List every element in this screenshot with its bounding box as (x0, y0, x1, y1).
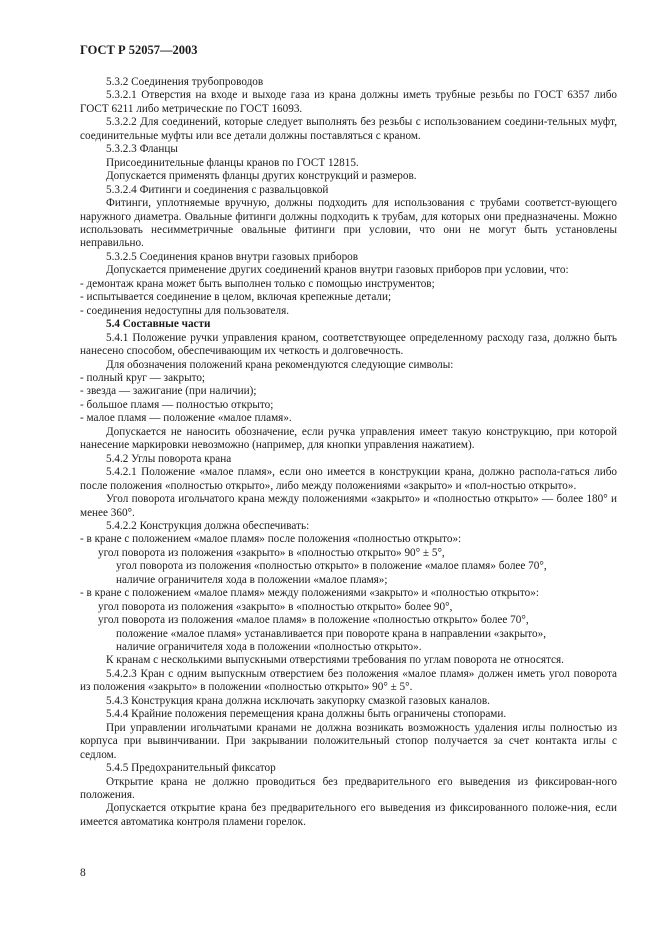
paragraph: 5.3.2 Соединения трубопроводов (106, 76, 264, 88)
paragraph: 5.3.2.5 Соединения кранов внутри газовых приборов (106, 250, 359, 263)
paragraph: 5.4.2 Углы поворота крана (106, 452, 232, 465)
paragraph: угол поворота из положения «малое пламя» в положение «полностью открыто» более 70°, (98, 614, 529, 627)
paragraph: Допускается не наносить обозначение, если ручка управления имеет такую конструкцию, при которой нанесение маркировки невозможно (например, для кнопки управления нажатием). (80, 425, 617, 452)
paragraph: 5.4.3 Конструкция крана должна исключать закупорку смазкой газовых каналов. (106, 694, 490, 707)
paragraph: наличие ограничителя хода в положении «полностью открыто». (116, 641, 422, 654)
paragraph: 5.3.2.3 Фланцы (106, 143, 178, 156)
paragraph: 5.4.4 Крайние положения перемещения крана должны быть ограничены стопорами. (106, 708, 507, 721)
paragraph: 5.4.1 Положение ручки управления краном, соответствующее определенному расходу газа, должно быть нанесено способом, обеспечивающим их четкость и долговечность. (80, 331, 617, 358)
paragraph: угол поворота из положения «закрыто» в «полностью открыто» более 90°, (98, 600, 453, 613)
paragraph: Присоединительные фланцы кранов по ГОСТ 12815. (106, 156, 359, 169)
paragraph: Допускается применение других соединений кранов внутри газовых приборов при условии, что: (106, 264, 569, 277)
paragraph: - полный круг — закрыто; (80, 371, 206, 384)
paragraph: наличие ограничителя хода в положении «малое пламя»; (116, 573, 388, 586)
paragraph: 5.4.5 Предохранительный фиксатор (106, 762, 276, 775)
paragraph: - малое пламя — положение «малое пламя». (80, 412, 292, 425)
paragraph: - соединения недоступны для пользователя. (80, 304, 290, 317)
paragraph: угол поворота из положения «закрыто» в «полностью открыто» 90° ± 5°, (98, 546, 445, 559)
paragraph: Допускается применять фланцы других конструкций и размеров. (106, 170, 417, 183)
paragraph: - в кране с положением «малое пламя» между положениями «закрыто» и «полностью открыто»: (80, 587, 539, 600)
document-header: ГОСТ Р 52057—2003 (80, 43, 198, 57)
paragraph: При управлении игольчатыми кранами не должна возникать возможность удаления иглы полностью из корпуса при вывинчивании. При закрывании положительный стопор получается за счет контакта иглы с седлом. (80, 721, 617, 761)
paragraph: - звезда — зажигание (при наличии); (80, 385, 257, 398)
paragraph: Угол поворота игольчатого крана между положениями «закрыто» и «полностью открыто» — более 180° и менее 360°. (80, 493, 617, 519)
paragraph: 5.3.2.1 Отверстия на входе и выходе газа из крана должны иметь трубные резьбы по ГОСТ 6357 либо ГОСТ 6211 либо метрические по ГОСТ 16093. (80, 89, 617, 115)
document-body (80, 76, 617, 829)
paragraph: Для обозначения положений крана рекомендуются следующие символы: (106, 358, 454, 371)
paragraph: - испытывается соединение в целом, включая крепежные детали; (80, 291, 392, 304)
paragraph: Допускается открытие крана без предварительного его выведения из фиксированного положе-ния, если имеется автоматика контроля пламени горелок. (80, 802, 617, 828)
paragraph: 5.4.2.1 Положение «малое пламя», если оно имеется в конструкции крана, должно распола-гаться либо после положения «полностью открыто», либо между положениями «закрыто» и «пол-ностью открыто». (80, 466, 617, 492)
paragraph: 5.4 Составные части (106, 318, 211, 331)
paragraph: угол поворота из положения «полностью открыто» в положение «малое пламя» более 70°, (116, 560, 547, 573)
paragraph: положение «малое пламя» устанавливается при повороте крана в направлении «закрыто», (116, 627, 547, 640)
paragraph: - большое пламя — полностью открыто; (80, 398, 274, 411)
paragraph: 5.4.2.2 Конструкция должна обеспечивать: (106, 519, 310, 532)
paragraph: К кранам с несколькими выпускными отверстиями требования по углам поворота не относятся. (106, 654, 564, 667)
paragraph: Открытие крана не должно проводиться без предварительного его выведения из фиксирован-ного положения. (80, 775, 617, 802)
paragraph: Фитинги, уплотняемые вручную, должны подходить для использования с трубами соответст-вующего наружного диаметра. Овальные фитинги должны подходить к трубам, для которых они предназначены. Можно использовать несимметричные овальные фитинги при условии, что они не могут быть установлены неправильно. (80, 197, 617, 250)
paragraph: - в кране с положением «малое пламя» после положения «полностью открыто»: (80, 533, 462, 546)
paragraph: - демонтаж крана может быть выполнен только с помощью инструментов; (80, 277, 435, 290)
paragraph: 5.3.2.2 Для соединений, которые следует выполнять без резьбы с использованием соедини-тельных муфт, соединительные муфты или все детали должны поставляться с краном. (80, 116, 617, 142)
paragraph: 5.3.2.4 Фитинги и соединения с развальцовкой (106, 183, 329, 196)
paragraph: 5.4.2.3 Кран с одним выпускным отверстием без положения «малое пламя» должен иметь угол поворота из положения «закрыто» в положении «полностью открыто» 90° ± 5°. (80, 667, 617, 694)
page-number: 8 (80, 867, 86, 879)
